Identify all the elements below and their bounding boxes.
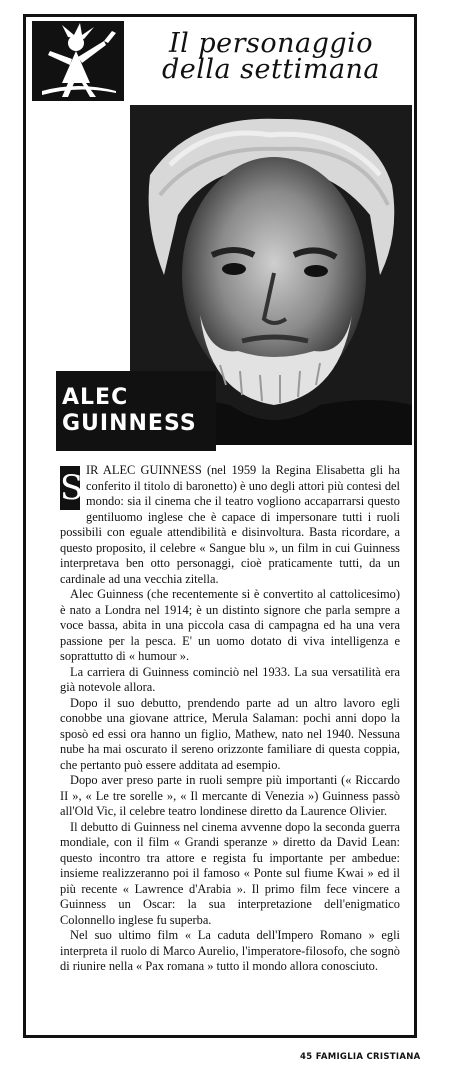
article-paragraph: Dopo il suo debutto, prendendo parte ad un altro lavoro egli conobbe una giovane attrice, Merula Salaman: pochi anni dopo la sposò ed essi ora hanno un figlio, Mathew, nato nel 1940. Nessuna nube ha mai oscurato il sereno orizzonte familiare di questa coppia, che pertanto può essere additata ad esempio. (60, 695, 400, 772)
article-paragraph: Nel suo ultimo film « La caduta dell'Impero Romano » egli interpreta il ruolo di Marco Aurelio, l'imperatore-filosofo, che sognò di riunire nella « Pax romana » tutto il mondo allora conosciuto. (60, 928, 400, 973)
name-caption (56, 371, 216, 451)
paragraph-text: IR ALEC GUINNESS (nel 1959 la Regina Elisabetta gli ha conferito il titolo di baronetto) è uno degli attori più contesi del mondo: sia il cinema che il teatro vogliono accaparrarsi questo gentiluomo inglese che è capace di impersonare tutti i ruoli possibili con eguale attendibilità e disinvoltura. Basta ricordare, a questo proposito, il celebre « Sangue blu », un film in cui Guinness interpretava ben otto personaggi, cioè praticamente tutti, da un cardinale ad una vecchia zitella. (60, 463, 400, 586)
drop-cap: S (60, 468, 84, 508)
heading-line-1: Il personaggio (168, 28, 374, 59)
feature-frame (23, 14, 417, 1038)
heading-line-2: della settimana (161, 54, 381, 85)
page-footer: 45 FAMIGLIA CRISTIANA (300, 1052, 421, 1062)
name-line-1: ALEC (62, 385, 129, 410)
name-line-2: GUINNESS (62, 411, 197, 436)
article-paragraph: Alec Guinness (che recentemente si è convertito al cattolicesimo) è nato a Londra nel 1914; è un distinto signore che parla sempre a voce bassa, abita in una piccola casa di campagna ed ha una vera passione per la pesca. E' un uomo dotato di viva intelligenza e soprattutto di « humour ». (60, 587, 400, 663)
article-body (60, 463, 400, 975)
jester-figure-icon (32, 21, 124, 101)
article-paragraph: Il debutto di Guinness nel cinema avvenne dopo la seconda guerra mondiale, con il film « Grandi speranze » diretto da David Lean: questo incontro tra attore e regista fu importante per ambedue: insieme realizzeranno poi il famoso « Ponte sul fiume Kwai » ed il più recente « Lawrence d'Arabia ». Il primo film fece vincere a Guinness un Oscar: la sua interpretazione dell'enigmatico Colonnello inglese fu superba. (60, 819, 400, 927)
article-paragraph: Dopo aver preso parte in ruoli sempre più importanti (« Riccardo II », « Le tre sorelle », « Il mercante di Venezia ») Guinness passò all'Old Vic, il celebre teatro londinese diretto da Laurence Olivier. (60, 773, 400, 818)
section-heading (136, 28, 406, 85)
article-paragraph: La carriera di Guinness cominciò nel 1933. La sua versatilità era già notevole allora. (60, 664, 400, 694)
article-paragraph (60, 463, 400, 587)
column-logo (32, 21, 124, 101)
